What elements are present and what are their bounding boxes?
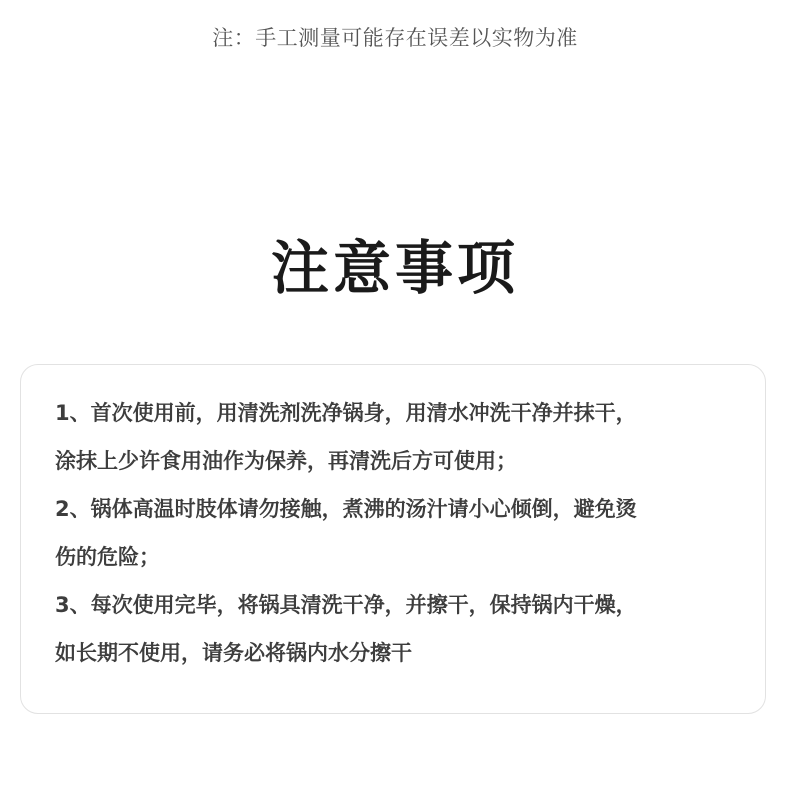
measurement-note: 注：手工测量可能存在误差以实物为准 (212, 26, 578, 50)
precaution-line-2: 涂抹上少许食用油作为保养，再清洗后方可使用； (55, 449, 517, 473)
precaution-line-5: 3、每次使用完毕，将锅具清洗干净，并擦干，保持锅内干燥， (55, 593, 637, 617)
precaution-line-1: 1、首次使用前，用清洗剂洗净锅身，用清水冲洗干净并抹干， (55, 401, 637, 425)
precaution-line-6: 如长期不使用，请务必将锅内水分擦干 (55, 641, 412, 665)
page-title: 注意事项 (270, 234, 519, 302)
precautions-list (55, 389, 731, 677)
precaution-line-4: 伤的危险； (55, 545, 160, 569)
precautions-card (20, 364, 766, 714)
precaution-line-3: 2、锅体高温时肢体请勿接触，煮沸的汤汁请小心倾倒，避免烫 (55, 497, 637, 521)
